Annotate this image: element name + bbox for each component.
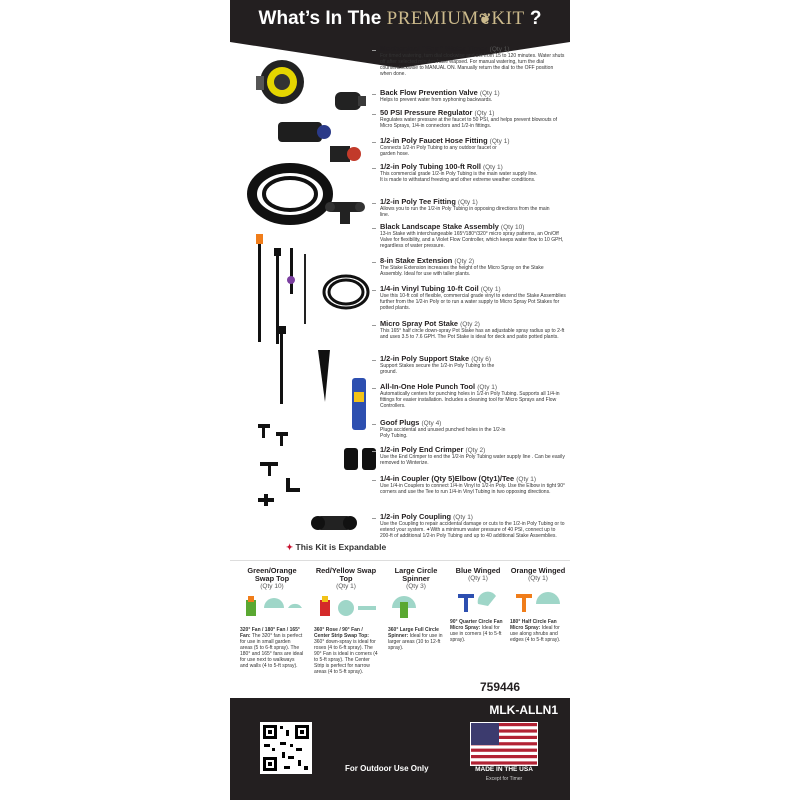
sku-number: 759446 xyxy=(480,680,521,694)
spray-head-large-circle: Large Circle Spinner (Qty 3) 360° Large Full Circle Spinner: Ideal for use in larger areas (10 to 12-ft spray). xyxy=(388,566,443,651)
list-item: 1/4-in Coupler (Qty 5)Elbow (Qty1)/Tee (Qty 1) Use 1/4-in Couplers to connect 1/4-in Vinyl to 1/2-in Poly. Use the Elbow in tight 90° corners and use the Tee to run 1/4-in Vinyl Tubing in two opposing directions. xyxy=(380,474,566,495)
list-item: 8-in Stake Extension (Qty 2) The Stake Extension increases the height of the Micro Spray on the Stake Assembly. Ideal for use with taller plants. xyxy=(380,256,566,277)
star-icon: ✦ xyxy=(286,542,294,552)
footer xyxy=(230,698,570,800)
list-item: All-In-One Hole Punch Tool (Qty 1) Automatically centers for punching holes in 1/2-in Poly Tubing. Supports all 1/4-in fittings for easier installation. Includes a cleaning tool for Micro Sprays and Flow Controllers. xyxy=(380,382,566,409)
except-timer-note: Except for Timer xyxy=(485,776,523,782)
spray-head-orange-winged: Orange Winged (Qty 1) 180° Half Circle Fan Micro Spray: Ideal for use along shrubs and edges (4 to 5-ft spray). xyxy=(510,566,566,643)
title-brand-kit: KIT xyxy=(491,8,525,29)
made-in-usa-label: MADE IN THE USA xyxy=(475,766,533,773)
list-item: 1/4-in Vinyl Tubing 10-ft Coil (Qty 1) Use this 10-ft coil of flexible, commercial grade vinyl to extend the Stake Assemblies further from the 1/2-in Poly or to run a water supply to Micro Spray Pot Stakes for potted plants. xyxy=(380,284,566,311)
list-item: 1/2-in Poly End Crimper (Qty 2) Use the End Crimper to end the 1/2-in Poly Tubing water supply line . Can be easily removed to Winterize. xyxy=(380,445,566,466)
swap-top-icon xyxy=(314,594,378,624)
list-item: Micro Spray Pot Stake (Qty 2) This 165° half circle down-spray Pot Stake has an adjustable spray radius up to 2-ft and uses 3.5 to 7.6 GPH. The Pot Stake is ideal for deck and patio potted plants. xyxy=(380,319,566,340)
title-text: What’s In The xyxy=(258,8,382,29)
swap-top-icon xyxy=(240,594,304,624)
orange-winged-icon xyxy=(510,586,566,616)
leaf-icon: ❦ xyxy=(478,11,492,28)
header-bar xyxy=(230,0,570,42)
list-item: Mechanical “Egg” Water Timer (Qty 1) For timed watering, turn dial clockwise and set from 15 to 120 minutes. Water shuts off after selected minutes have elapsed. For manual watering, turn the dial counterclockwise to MANUAL ON. Manually return the dial to the OFF position when done. xyxy=(380,44,566,77)
list-item: 1/2-in Poly Support Stake (Qty 6) Support Stakes secure the 1/2-in Poly Tubing to the ground. xyxy=(380,354,566,375)
list-item: 1/2-in Poly Coupling (Qty 1) Use the Coupling to repair accidental damage or cuts to the 1/2-in Poly Tubing or to extend your system. ✦With a minimum water pressure of 40 PSI, connect up to 200-ft of additional 1/2-in Poly Tubing and up to 40 additional Stake Assemblies. xyxy=(380,512,566,539)
list-item: Goof Plugs (Qty 4) Plugs accidental and unused punched holes in the 1/2-in Poly Tubing. xyxy=(380,418,566,439)
spray-head-green-orange: Green/Orange Swap Top (Qty 10) 320° Fan / 180° Fan / 165° Fan: The 320° fan is perfect for use in small garden areas (5 to 6-ft spray). The 180° and 165° fans are ideal for use next to walkways and walls (4 to 5-ft spray). xyxy=(240,566,304,669)
page-title xyxy=(230,8,570,30)
expandable-note: ✦ This Kit is Expandable xyxy=(286,542,387,552)
us-flag-icon xyxy=(470,722,538,766)
spray-head-blue-winged: Blue Winged (Qty 1) 90° Quarter Circle Fan Micro Spray: Ideal for use in corners (4 to 5-ft spray). xyxy=(450,567,506,643)
package-card xyxy=(230,0,570,800)
title-end: ? xyxy=(524,8,542,29)
model-number: MLK-ALLN1 xyxy=(489,703,558,717)
spinner-icon xyxy=(388,594,444,624)
blue-winged-icon xyxy=(450,586,506,616)
kit-items-list xyxy=(230,42,570,554)
list-item: Black Landscape Stake Assembly (Qty 10) 13-in Stake with interchangeable 165°/180°/320° micro spray patterns, an On/Off Valve for flexibility, and a Violet Flow Controller, which keeps water flow to 10 GPH, regardless of water pressure. xyxy=(380,222,566,249)
title-brand: PREMIUM xyxy=(386,8,479,29)
outdoor-use-note: For Outdoor Use Only xyxy=(345,764,429,773)
list-item: 50 PSI Pressure Regulator (Qty 1) Regulates water pressure at the faucet to 50 PSI, and helps prevent blowouts of Micro Sprays, 1/4-in connectors and 1/2-in fittings. xyxy=(380,108,566,129)
spray-head-red-yellow: Red/Yellow Swap Top (Qty 1) 360° Rose / 90° Fan / Center Strip Swap Top: 360° down-spray is ideal for roses (4 to 6-ft spray). The 90° Fan is ideal in corners (4 to 5-ft spray). The Center Strip is perfect for narrow areas (4 to 5-ft spray). xyxy=(314,566,378,675)
qr-code-icon xyxy=(260,722,312,774)
list-item: Back Flow Prevention Valve (Qty 1) Helps to prevent water from syphoning backwards. xyxy=(380,88,566,103)
list-item: 1/2-in Poly Tee Fitting (Qty 1) Allows you to run the 1/2-in Poly Tubing in opposing directions from the main line. xyxy=(380,197,566,218)
list-item: 1/2-in Poly Faucet Hose Fitting (Qty 1) Connects 1/2-in Poly Tubing to any outdoor faucet or garden hose. xyxy=(380,136,566,157)
list-item: 1/2-in Poly Tubing 100-ft Roll (Qty 1) This commercial grade 1/2-in Poly Tubing is the main water supply line. It is made to withstand freezing and other extreme weather conditions. xyxy=(380,162,566,183)
